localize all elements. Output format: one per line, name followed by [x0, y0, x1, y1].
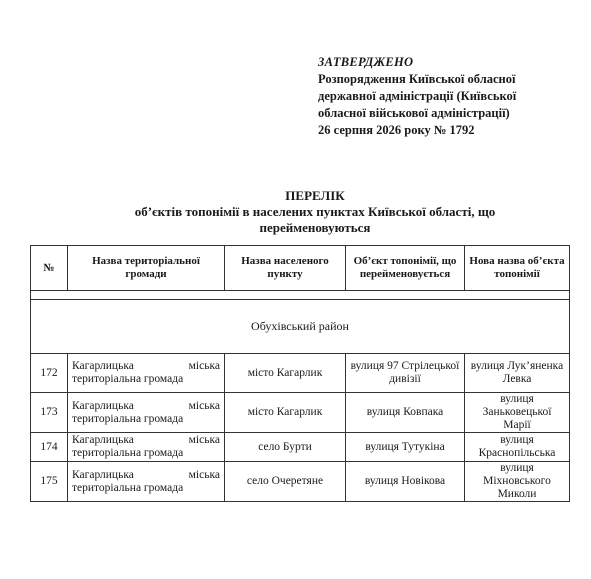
- header-settlement: Назва населеного пункту: [225, 246, 346, 291]
- row-community: [68, 433, 225, 462]
- row-number: 173: [31, 393, 68, 433]
- approval-date: 26 серпня 2026 року № 1792: [318, 123, 475, 137]
- row-number: 174: [31, 433, 68, 462]
- row-settlement: місто Кагарлик: [225, 354, 346, 393]
- community-line-1: Кагарлицька міська: [72, 360, 220, 372]
- document-subtitle-line-2: перейменовуються: [259, 220, 371, 235]
- community-line-1: Кагарлицька міська: [72, 434, 220, 446]
- row-settlement: місто Кагарлик: [225, 393, 346, 433]
- table-row: [31, 462, 570, 502]
- row-number: 172: [31, 354, 68, 393]
- spacer-row: [31, 291, 570, 300]
- row-settlement: село Бурти: [225, 433, 346, 462]
- document-title: ПЕРЕЛІК: [285, 188, 345, 203]
- table-row: [31, 354, 570, 393]
- row-settlement: село Очеретяне: [225, 462, 346, 502]
- toponymy-table: [30, 245, 570, 502]
- table-row: [31, 393, 570, 433]
- row-object: вулиця 97 Стрілецької дивізії: [346, 354, 465, 393]
- approval-line-2: державної адміністрації (Київської: [318, 89, 517, 103]
- row-object: вулиця Тутукіна: [346, 433, 465, 462]
- approval-stamp: ЗАТВЕРДЖЕНО: [318, 55, 414, 69]
- district-name: Обухівський район: [31, 300, 570, 354]
- approval-line-1: Розпорядження Київської обласної: [318, 72, 516, 86]
- row-community: [68, 462, 225, 502]
- row-new-name: вулиця Заньковецької Марії: [465, 393, 570, 433]
- district-row: [31, 300, 570, 354]
- table-header-row: [31, 246, 570, 291]
- row-community: [68, 354, 225, 393]
- community-line-1: Кагарлицька міська: [72, 399, 220, 412]
- approval-block: [318, 54, 583, 139]
- row-community: [68, 393, 225, 433]
- row-new-name: вулиця Лук’яненка Левка: [465, 354, 570, 393]
- row-number: 175: [31, 462, 68, 502]
- header-community: Назва територіальної громади: [68, 246, 225, 291]
- table-row: [31, 433, 570, 462]
- row-new-name: вулиця Краснопільська: [465, 433, 570, 462]
- community-line-1: Кагарлицька міська: [72, 468, 220, 481]
- header-new-name: Нова назва об’єкта топонімії: [465, 246, 570, 291]
- row-object: вулиця Новікова: [346, 462, 465, 502]
- document-heading: [60, 188, 570, 236]
- approval-line-3: обласної військової адміністрації): [318, 106, 510, 120]
- community-line-2: територіальна громада: [72, 447, 184, 459]
- document-subtitle-line-1: об’єктів топонімії в населених пунктах Київської області, що: [134, 204, 496, 219]
- header-number: №: [31, 246, 68, 291]
- community-line-2: територіальна громада: [72, 481, 184, 494]
- community-line-2: територіальна громада: [72, 412, 184, 425]
- community-line-2: територіальна громада: [72, 373, 184, 385]
- row-object: вулиця Ковпака: [346, 393, 465, 433]
- header-object: Об’єкт топонімії, що перейменовується: [346, 246, 465, 291]
- row-new-name: вулиця Міхновського Миколи: [465, 462, 570, 502]
